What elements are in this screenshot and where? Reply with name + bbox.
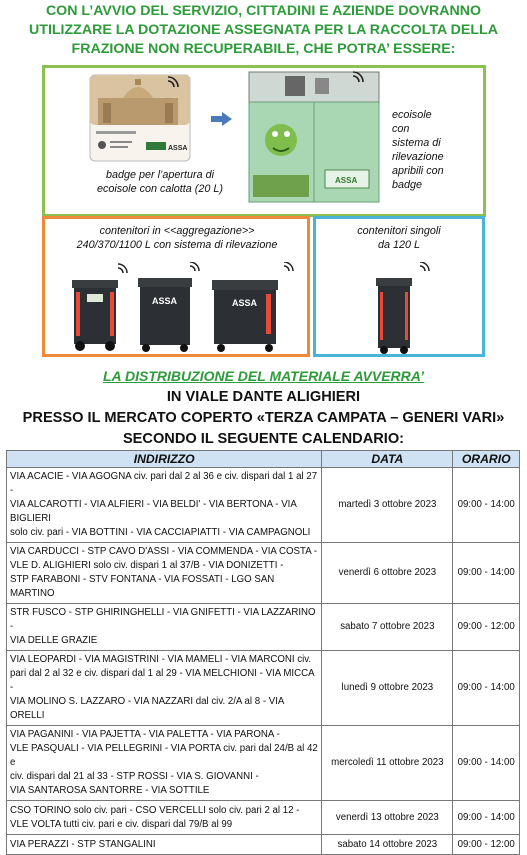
distribution-market: PRESSO IL MERCATO COPERTO «TERZA CAMPATA – GENERI VARI» (22, 410, 505, 426)
table-row (7, 835, 520, 855)
date-cell: mercoledì 11 ottobre 2023 (322, 726, 453, 801)
date-cell: lunedì 9 ottobre 2023 (322, 651, 453, 726)
distribution-calendar-label: SECONDO IL SEGUENTE CALENDARIO: (122, 431, 405, 447)
table-row (7, 801, 520, 835)
date-cell: sabato 14 ottobre 2023 (322, 835, 453, 855)
aggregation-bins-picture (66, 262, 306, 354)
single-bin-caption: contenitori singoli da 120 L (357, 225, 441, 251)
calendar-table (6, 450, 520, 855)
table-row (7, 604, 520, 651)
ecoisola-logo-text: ASSA (335, 176, 358, 185)
table-header-row (7, 451, 520, 468)
address-cell: STR FUSCO - STP GHIRINGHELLI - VIA GNIFETTI - VIA LAZZARINO - VIA DELLE GRAZIE (7, 604, 322, 651)
table-row (7, 543, 520, 604)
address-cell: VIA ACACIE - VIA AGOGNA civ. pari dal 2 al 36 e civ. dispari dal 1 al 27 - VIA ALCAROTTI - VIA ALFIERI - VIA BELDI' - VIA BERTONA - VIA BIGLIERI solo civ. pari - VIA BOTTINI - VIA CACCIAPIATTI - VIA CAMPAGNOLI (7, 468, 322, 543)
address-cell: CSO TORINO solo civ. pari - CSO VERCELLI solo civ. pari 2 al 12 - VLE VOLTA tutti civ. pari e civ. dispari dal 79/B al 99 (7, 801, 322, 835)
date-cell: sabato 7 ottobre 2023 (322, 604, 453, 651)
badge-brand-text: ASSA (168, 145, 188, 152)
date-cell: venerdì 6 ottobre 2023 (322, 543, 453, 604)
ecoisole-caption: ecoisole con sistema di rilevazione apribili con badge (392, 109, 444, 191)
table-row (7, 468, 520, 543)
time-cell: 09:00 - 12:00 (453, 835, 520, 855)
address-cell: VIA PERAZZI - STP STANGALINI (7, 835, 322, 855)
intro-heading (0, 2, 527, 59)
arrow-right-icon (210, 111, 234, 127)
date-cell: venerdì 13 ottobre 2023 (322, 801, 453, 835)
aggregation-caption: contenitori in <<aggregazione>> 240/370/1100 L con sistema di rilevazione (76, 225, 278, 251)
distribution-title: LA DISTRIBUZIONE DEL MATERIALE AVVERRA’ (103, 368, 424, 384)
bin2-brand-text: ASSA (152, 296, 178, 306)
single-bin-picture (372, 262, 442, 354)
address-cell: VIA PAGANINI - VIA PAJETTA - VIA PALETTA - VIA PARONA - VLE PASQUALI - VIA PELLEGRINI - VIA PORTA civ. pari dal 24/B al 42 e civ. dispari dal 21 al 33 - STP ROSSI - VIA S. GIOVANNI - VIA SANTAROSA SANTORRE - VIA SOTTILE (7, 726, 322, 801)
intro-line-3: FRAZIONE NON RECUPERABILE, CHE POTRA’ ESSERE: (71, 41, 456, 57)
header-orario: ORARIO (453, 451, 520, 468)
badge-card-picture (88, 73, 198, 163)
badge-caption: badge per l’apertura di ecoisole con calotta (20 L) (96, 169, 224, 195)
intro-line-2: UTILIZZARE LA DOTAZIONE ASSEGNATA PER LA RACCOLTA DELLA (29, 22, 498, 38)
time-cell: 09:00 - 12:00 (453, 604, 520, 651)
ecoisola-picture (245, 70, 385, 210)
address-cell: VIA LEOPARDI - VIA MAGISTRINI - VIA MAMELI - VIA MARCONI civ. pari dal 2 al 32 e civ. dispari dal 1 al 29 - VIA MELCHIONI - VIA MICCA - VIA MOLINO S. LAZZARO - VIA NAZZARI dal civ. 2/A al 8 - VIA ORELLI (7, 651, 322, 726)
intro-line-1: CON L’AVVIO DEL SERVIZIO, CITTADINI E AZIENDE DOVRANNO (45, 3, 482, 19)
time-cell: 09:00 - 14:00 (453, 651, 520, 726)
time-cell: 09:00 - 14:00 (453, 726, 520, 801)
time-cell: 09:00 - 14:00 (453, 801, 520, 835)
header-data: DATA (322, 451, 453, 468)
address-cell: VIA CARDUCCI - STP CAVO D'ASSI - VIA COMMENDA - VIA COSTA - VLE D. ALIGHIERI solo civ. dispari 1 al 37/B - VIA DONIZETTI - STP FARABONI - STV FONTANA - VIA FOSSATI - LGO SAN MARTINO (7, 543, 322, 604)
bin3-brand-text: ASSA (232, 298, 258, 308)
table-row (7, 726, 520, 801)
distribution-place: IN VIALE DANTE ALIGHIERI (166, 389, 361, 405)
header-indirizzo: INDIRIZZO (7, 451, 322, 468)
time-cell: 09:00 - 14:00 (453, 543, 520, 604)
time-cell: 09:00 - 14:00 (453, 468, 520, 543)
table-row (7, 651, 520, 726)
date-cell: martedì 3 ottobre 2023 (322, 468, 453, 543)
